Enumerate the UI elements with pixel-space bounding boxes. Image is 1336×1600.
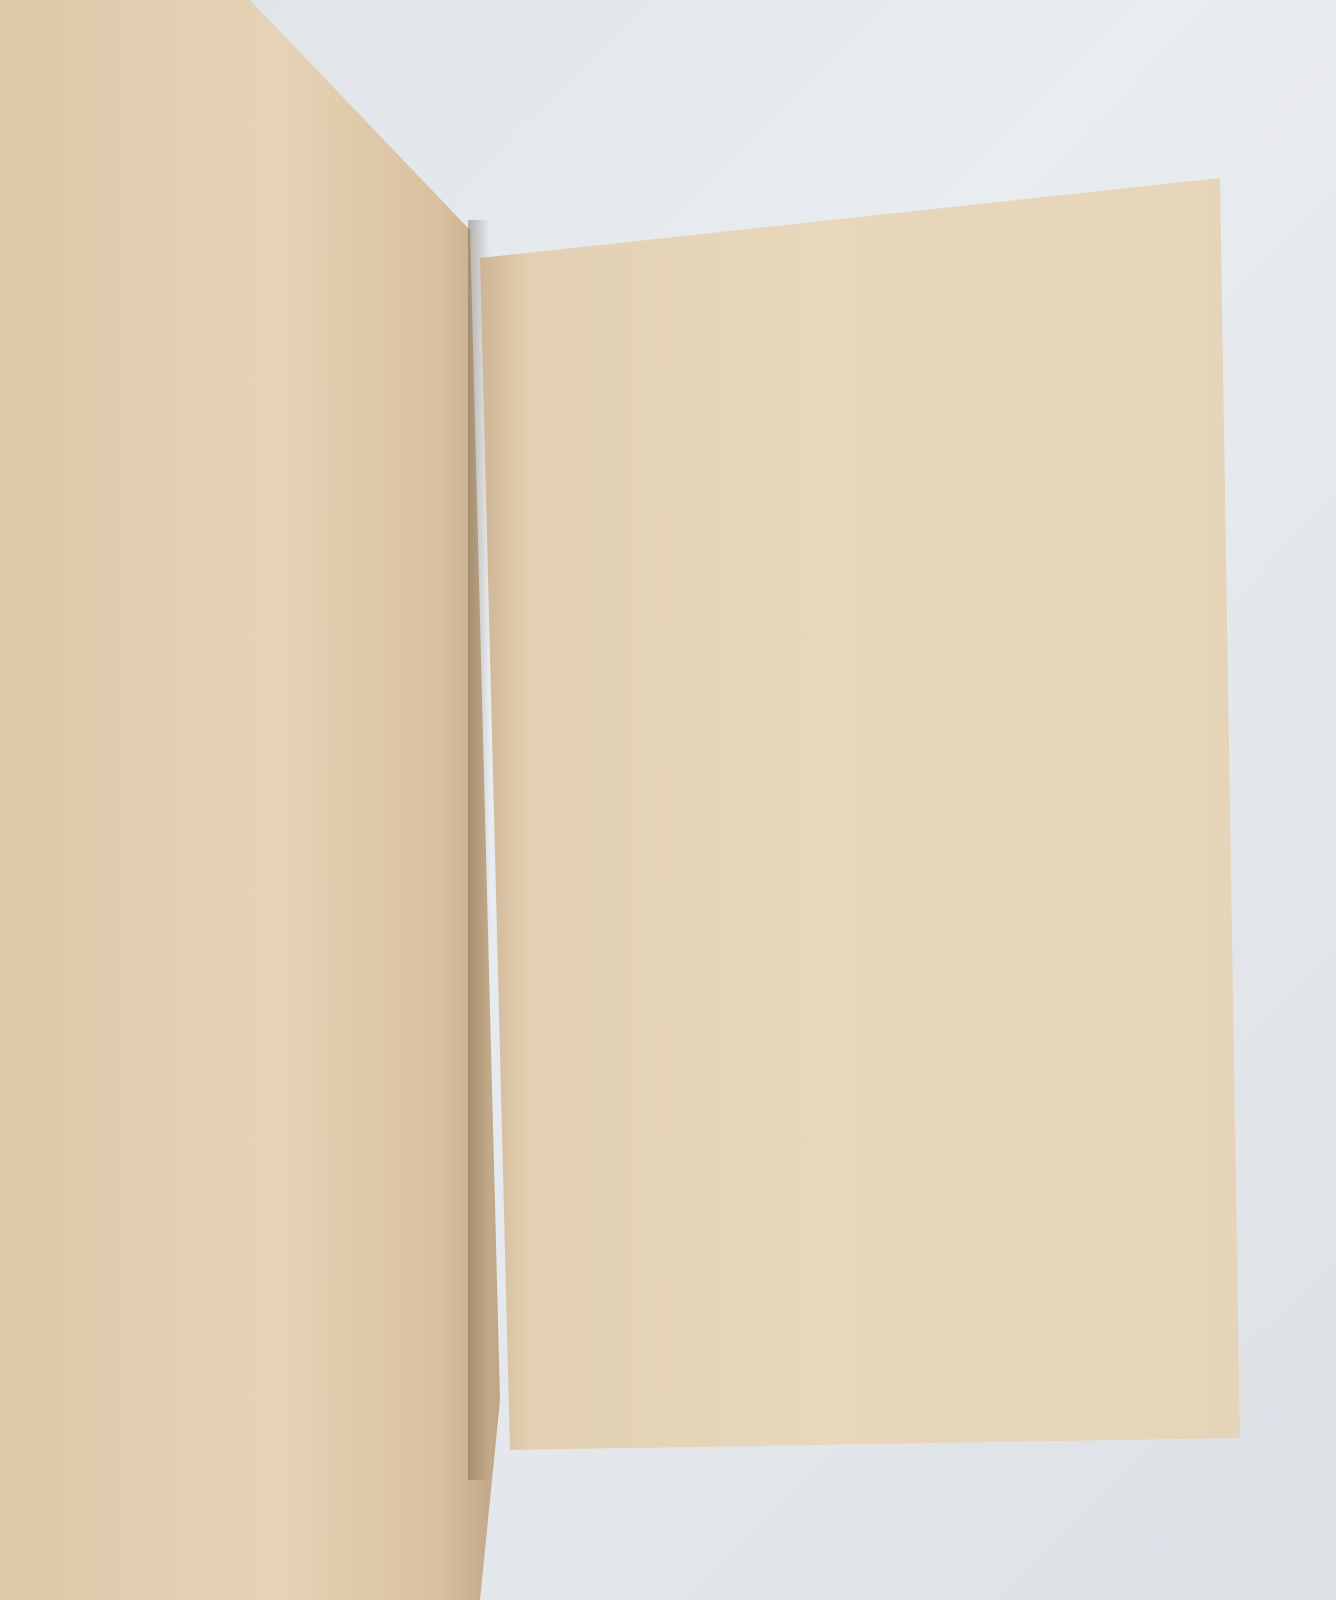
left-page [0,0,500,1600]
right-page [480,178,1316,1450]
